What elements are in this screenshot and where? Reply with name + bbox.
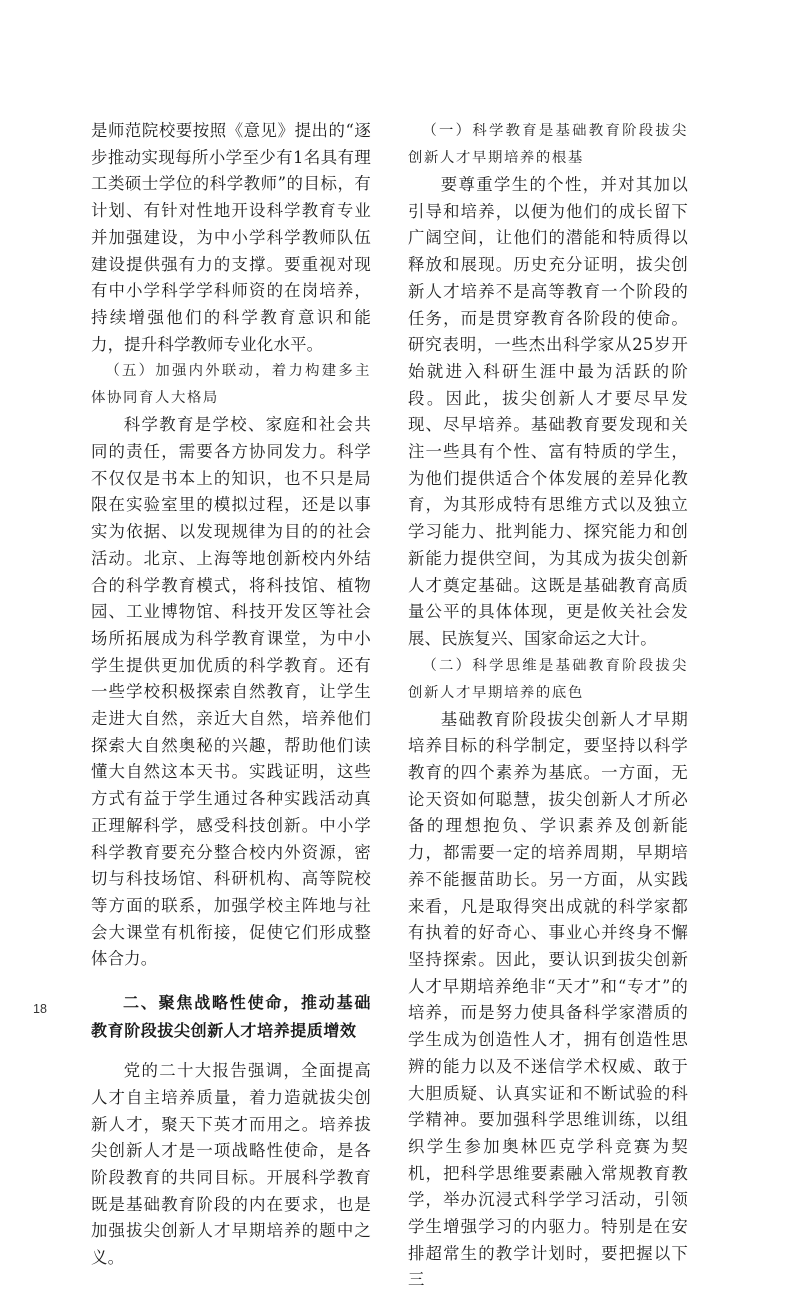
left-column: [91, 118, 371, 1272]
body-paragraph: 科学教育是学校、家庭和社会共同的责任，需要各方协同发力。科学不仅仅是书本上的知识，也不只是局限在实验室里的模拟过程，还是以事实为依据、以发现规律为目的的社会活动。北京、上海等地创新校内外结合的科学教育模式，将科技馆、植物园、工业博物馆、科技开发区等社会场所拓展成为科学教育课堂，为中小学生提供更加优质的科学教育。还有一些学校积极探索自然教育，让学生走进大自然，亲近大自然，培养他们探索大自然奥秘的兴趣，帮助他们读懂大自然这本天书。实践证明，这些方式有益于学生通过各种实践活动真正理解科学，感受科技创新。中小学科学教育要充分整合校内外资源，密切与科技场馆、科研机构、高等院校等方面的联系，加强学校主阵地与社会大课堂有机衔接，促使它们形成整体合力。: [91, 415, 371, 969]
body-paragraph: 要尊重学生的个性，并对其加以引导和培养，以便为他们的成长留下广阔空间，让他们的潜能和特质得以释放和展现。历史充分证明，拔尖创新人才培养不是高等教育一个阶段的任务，而是贯穿教育各阶段的使命。研究表明，一些杰出科学家从25岁开始就进入科研生涯中最为活跃的阶段。因此，拔尖创新人才要尽早发现、尽早培养。基础教育要发现和关注一些具有个性、富有特质的学生，为他们提供适合个体发展的差异化教育，为其形成特有思维方式以及独立学习能力、批判能力、探究能力和创新能力提供空间，为其成为拔尖创新人才奠定基础。这既是基础教育高质量公平的具体体现，更是攸关社会发展、民族复兴、国家命运之大计。: [408, 175, 688, 648]
page-number: 18: [33, 1002, 47, 1016]
body-paragraph: 基础教育阶段拔尖创新人才早期培养目标的科学制定，要坚持以科学教育的四个素养为基底。一方面，无论天资如何聪慧，拔尖创新人才所必备的理想抱负、学识素养及创新能力，都需要一定的培养周期，早期培养不能揠苗助长。另一方面，从实践来看，凡是取得突出成就的科学家都有执着的好奇心、事业心并终身不懈坚持探索。因此，要认识到拔尖创新人才早期培养绝非“天才”和“专才”的培养，而是努力使具备科学家潜质的学生成为创造性人才，拥有创造性思辨的能力以及不迷信学术权威、敢于大胆质疑、认真实证和不断试验的科学精神。要加强科学思维训练，以组织学生参加奥林匹克学科竞赛为契机，把科学思维要素融入常规教育教学，举办沉浸式科学学习活动，引领学生增强学习的内驱力。特别是在安排超常生的教学计划时，要把握以下三: [408, 709, 688, 1290]
section-heading: 二、聚焦战略性使命，推动基础教育阶段拔尖创新人才培养提质增效: [91, 993, 371, 1041]
body-paragraph: 党的二十大报告强调，全面提高人才自主培养质量，着力造就拔尖创新人才，聚天下英才而用之。培养拔尖创新人才是一项战略性使命，是各阶段教育的共同目标。开展科学教育既是基础教育阶段的内在要求，也是加强拔尖创新人才早期培养的题中之义。: [91, 1061, 371, 1268]
subheading: （五）加强内外联动，着力构建多主体协同育人大格局: [91, 363, 371, 407]
body-paragraph: 是师范院校要按照《意见》提出的“逐步推动实现每所小学至少有1名具有理工类硕士学位的科学教师”的目标，有计划、有针对性地开设科学教育专业并加强建设，为中小学科学教师队伍建设提供强有力的支撑。要重视对现有中小学科学学科师资的在岗培养，持续增强他们的科学教育意识和能力，提升科学教师专业化水平。: [91, 121, 371, 354]
subheading: （一）科学教育是基础教育阶段拔尖创新人才早期培养的根基: [408, 123, 688, 166]
right-column: [408, 118, 688, 1294]
subheading: （二）科学思维是基础教育阶段拔尖创新人才早期培养的底色: [408, 657, 688, 701]
